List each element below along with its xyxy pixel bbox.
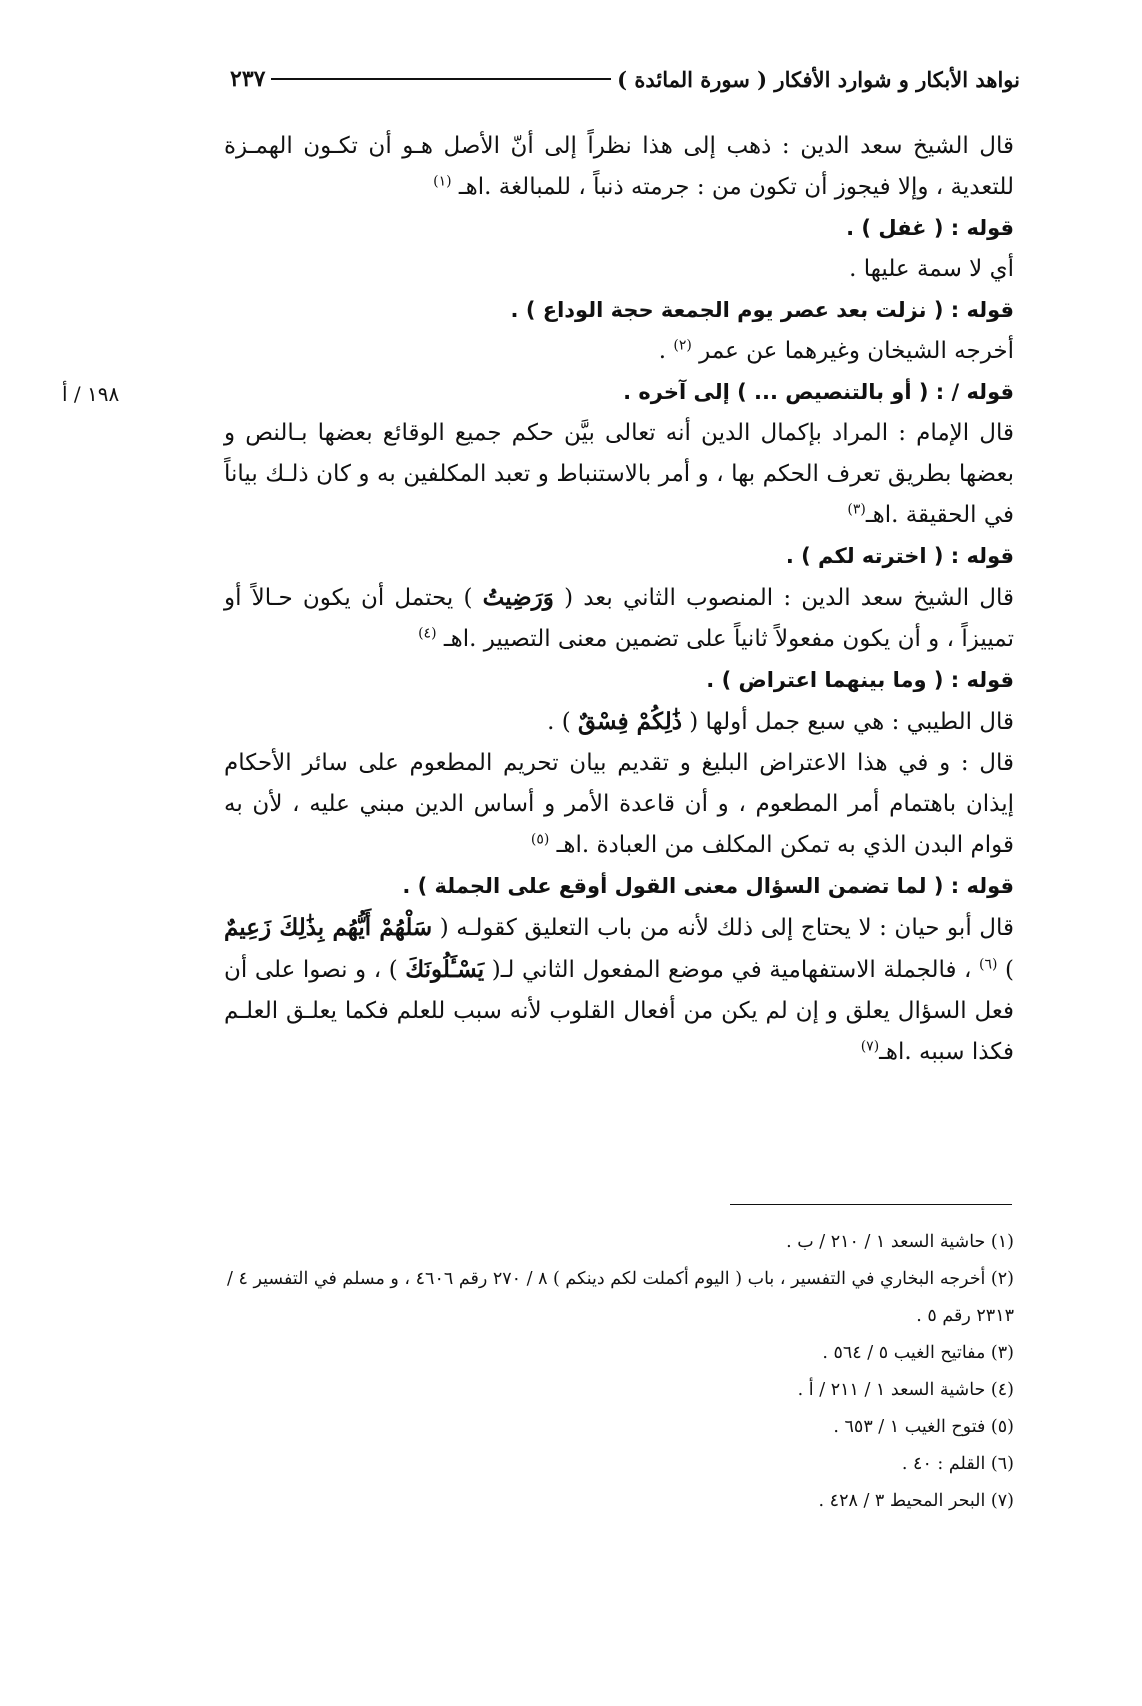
- footnote-ref: (٢): [673, 337, 692, 354]
- paragraph: قال الشيخ سعد الدين : ذهب إلى هذا نظراً إلى أنّ الأصل هـو أن تكـون الهمـزة للتعدية ، وإلا فيجوز أن تكون من : جرمته ذنباً ، للمبالغة .اهـ $^{(١)}$: [224, 133, 1014, 200]
- paragraph: قال أبو حيان : لا يحتاج إلى ذلك لأنه من باب التعليق كقولـه ( سَلْهُمْ أَيُّهُم بِذَٰلِكَ زَعِيمٌ ) $^{(٦)}$ ، فالجملة الاستفهامية في موضع المفعول الثاني لـ( يَسْـَٔلُونَكَ ) ، و نصوا على أن فعل السؤال يعلق و إن لم يكن من أفعال القلوب لأنه سبب للعلم فكما يعلـق العلـم فكذا سببه .اهـ$^{(٧)}$: [224, 914, 1015, 1065]
- footnote: (٧) البحر المحيط ٣ / ٤٢٨ .: [818, 1491, 1014, 1511]
- main-text: [224, 126, 1014, 1073]
- footnote: (٢) أخرجه البخاري في التفسير ، باب ( اليوم أكملت لكم دينكم ) ٨ / ٢٧٠ رقم ٤٦٠٦ ، و مسلم في التفسير ٤ / ٢٣١٣ رقم ٥ .: [227, 1269, 1014, 1326]
- running-header: [230, 62, 1020, 96]
- manuscript-folio-note: ١٩٨ / أ: [62, 382, 120, 406]
- paragraph: قال الإمام : المراد بإكمال الدين أنه تعالى بيَّن حكم جميع الوقائع بعضها بـالنص و بعضها بطريق تعرف الحكم بها ، و أمر بالاستنباط و تعبد المكلفين به و كان ذلـك بياناً في الحقيقة .اهـ$^{(٣)}$: [224, 420, 1014, 528]
- paragraph: قال الطيبي : هي سبع جمل أولها ( ذَٰلِكُمْ فِسْقٌ ) .: [547, 708, 1014, 735]
- footnote: (٦) القلم : ٤٠ .: [901, 1454, 1014, 1474]
- footnote: (٥) فتوح الغيب ١ / ٦٥٣ .: [833, 1417, 1014, 1437]
- paragraph: أخرجه الشيخان وغيرهما عن عمر $^{(٢)}$ .: [658, 337, 1014, 364]
- quran-quote: سَلْهُمْ أَيُّهُم بِذَٰلِكَ زَعِيمٌ: [224, 914, 433, 941]
- footnote-ref: (٥): [530, 831, 550, 848]
- footnote-separator: [730, 1204, 1012, 1205]
- section-heading: قوله : ( لما تضمن السؤال معنى القول أوقع على الجملة ) .: [402, 874, 1014, 898]
- quran-quote: يَسْـَٔلُونَكَ: [405, 956, 485, 983]
- quran-quote: ذَٰلِكُمْ فِسْقٌ: [577, 708, 682, 735]
- header-rule: [271, 78, 611, 80]
- quran-quote: وَرَضِيتُ: [482, 584, 554, 611]
- section-heading: قوله / : ( أو بالتنصيص ... ) إلى آخره .: [623, 380, 1014, 404]
- footnote-ref: (٧): [860, 1038, 880, 1055]
- paragraph: قال الشيخ سعد الدين : المنصوب الثاني بعد ( وَرَضِيتُ ) يحتمل أن يكون حـالاً أو تمييزاً ، و أن يكون مفعولاً ثانياً على تضمين معنى التصيير .اهـ $^{(٤)}$: [224, 584, 1014, 652]
- section-heading: قوله : ( وما بينهما اعتراض ) .: [706, 668, 1014, 692]
- footnote-ref: (٤): [418, 625, 437, 642]
- section-heading: قوله : ( نزلت بعد عصر يوم الجمعة حجة الوداع ) .: [510, 298, 1014, 322]
- footnotes: [224, 1224, 1014, 1520]
- footnote-ref: (٣): [847, 501, 866, 518]
- section-heading: قوله : ( اخترته لكم ) .: [785, 544, 1014, 568]
- footnote-ref: (٦): [979, 956, 998, 973]
- footnote: (١) حاشية السعد ١ / ٢١٠ / ب .: [786, 1232, 1014, 1252]
- section-heading: قوله : ( غفل ) .: [846, 216, 1014, 240]
- paragraph: أي لا سمة عليها .: [849, 256, 1014, 282]
- page-number: ٢٣٧: [230, 66, 266, 92]
- footnote: (٣) مفاتيح الغيب ٥ / ٥٦٤ .: [822, 1343, 1014, 1363]
- footnote: (٤) حاشية السعد ١ / ٢١١ / أ .: [797, 1380, 1014, 1400]
- running-title: نواهد الأبكار و شوارد الأفكار ( سورة المائدة ): [617, 66, 1020, 92]
- footnote-ref: (١): [433, 173, 452, 190]
- paragraph: قال : و في هذا الاعتراض البليغ و تقديم بيان تحريم المطعوم على سائر الأحكام إيذان باهتمام أمر المطعوم ، و أن قاعدة الأمر و أساس الدين مبني عليه ، لأن به قوام البدن الذي به تمكن المكلف من العبادة .اهـ $^{(٥)}$: [224, 750, 1014, 858]
